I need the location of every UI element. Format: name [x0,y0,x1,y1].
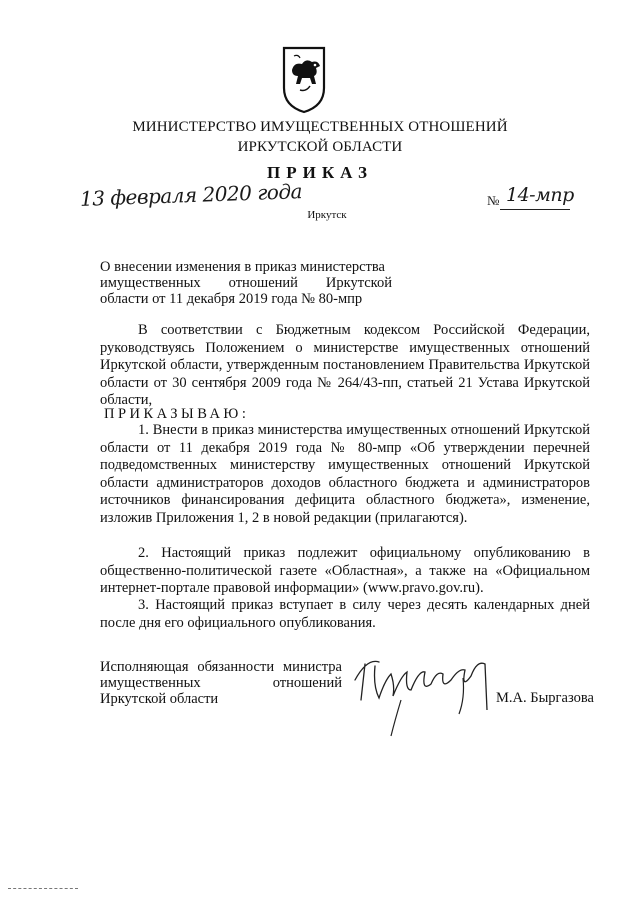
signatory-name: М.А. Быргазова [496,690,594,706]
footer-divider [8,888,78,889]
subject-line2: имущественных отношений Иркутской [100,275,392,291]
coat-of-arms-icon [280,44,328,114]
position-line2: имущественных отношений [100,675,342,691]
ministry-name-line2: ИРКУТСКОЙ ОБЛАСТИ [237,139,403,155]
order-item-3: 3. Настоящий приказ вступает в силу через десять календарных дней после дня его официального опубликования. [100,597,590,631]
subject-line3: области от 11 декабря 2019 года № 80-мпр [100,291,363,307]
number-label: № [487,193,500,208]
document-subject [100,259,392,307]
orders-label: ПРИКАЗЫВАЮ: [104,406,250,422]
handwritten-date: 13 февраля 2020 года [79,179,303,211]
subject-line1: О внесении изменения в приказ министерства [100,259,385,275]
order-item-1: 1. Внести в приказ министерства имущественных отношений Иркутской области от 11 декабря 2019 года № 80-мпр «Об утверждении перечней подведомственных министерству имущественных отношений Иркутской области администраторов доходов областного бюджета и администраторов источников финансирования дефицита областного бюджета», изменение, изложив Приложения 1, 2 в новой редакции (прилагаются). [100,422,590,526]
city: Иркутск [307,209,347,221]
handwritten-number: 14-мпр [506,184,574,206]
order-item-2: 2. Настоящий приказ подлежит официальному опубликованию в общественно-политической газете «Областная», а также на «Официальном интернет-портале правовой информации» (www.pravo.gov.ru). [100,545,590,597]
ministry-name-line1: МИНИСТЕРСТВО ИМУЩЕСТВЕННЫХ ОТНОШЕНИЙ [132,119,508,135]
preamble-paragraph: В соответствии с Бюджетным кодексом Российской Федерации, руководствуясь Положением о министерстве имущественных отношений Иркутской области, утвержденным постановлением Правительства Иркутской области от 30 сентября 2009 года № 264/43-пп, статьей 21 Устава Иркутской области, [100,322,590,409]
position-line1: Исполняющая обязанности министра [100,659,342,675]
position-line3: Иркутской области [100,691,219,707]
document-type: ПРИКАЗ [267,163,373,182]
handwritten-signature [345,640,495,740]
signatory-position [100,659,342,707]
